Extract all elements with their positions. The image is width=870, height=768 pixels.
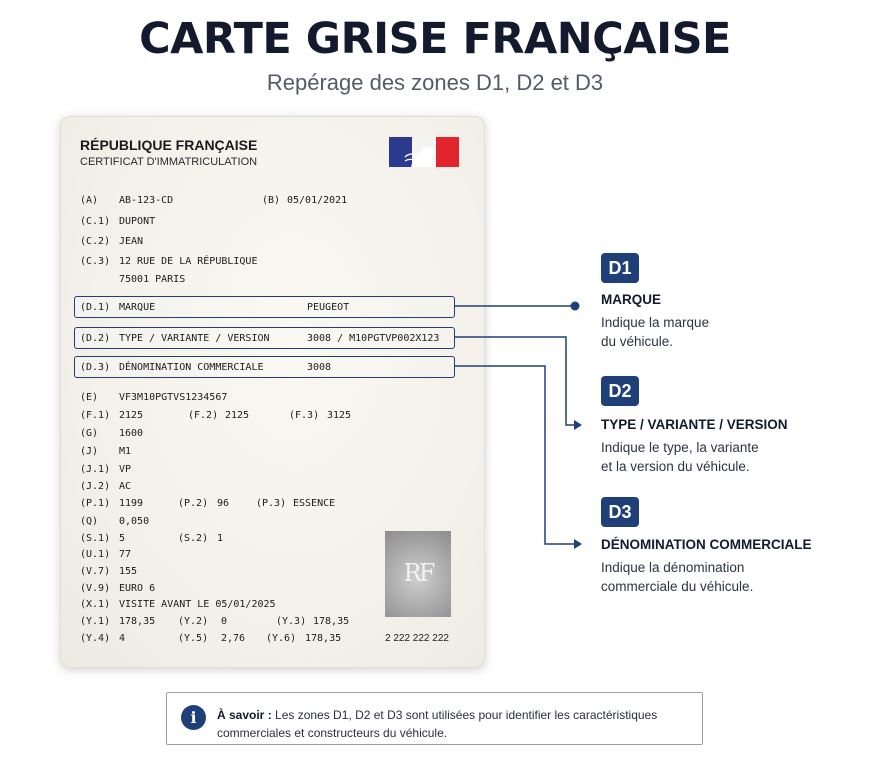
d2-title: TYPE / VARIANTE / VERSION [601, 417, 788, 432]
card-heading: RÉPUBLIQUE FRANÇAISE [80, 137, 258, 153]
field-c1-value: DUPONT [119, 216, 156, 227]
field-y1-value: 178,35 [119, 616, 156, 627]
field-j2-value: AC [119, 481, 132, 492]
field-c1-label: (C.1) [80, 216, 111, 227]
field-d2-value: 3008 / M10PGTVP002X123 [307, 333, 440, 344]
field-f1-label: (F.1) [80, 410, 111, 421]
info-line1: Les zones D1, D2 et D3 sont utilisées pour identifier les caractéristiques [271, 708, 658, 722]
info-label: À savoir : [217, 708, 272, 722]
field-y6-value: 178,35 [305, 633, 342, 644]
field-x1-value: VISITE AVANT LE 05/01/2025 [119, 599, 276, 610]
field-b-value: 05/01/2021 [287, 195, 348, 206]
field-b-label: (B) [262, 195, 281, 206]
field-y3-label: (Y.3) [276, 616, 307, 627]
field-p2-label: (P.2) [178, 498, 209, 509]
field-v7-label: (V.7) [80, 566, 111, 577]
rf-logo: RF [403, 559, 433, 587]
field-p1-value: 1199 [119, 498, 144, 509]
d1-title: MARQUE [601, 292, 661, 307]
field-c3-line1: 12 RUE DE LA RÉPUBLIQUE [119, 256, 258, 267]
field-x1-label: (X.1) [80, 599, 111, 610]
field-f2-label: (F.2) [188, 410, 219, 421]
field-u1-value: 77 [119, 549, 132, 560]
field-s1-label: (S.1) [80, 533, 111, 544]
field-a-label: (A) [80, 195, 99, 206]
field-y3-value: 178,35 [313, 616, 350, 627]
field-g-value: 1600 [119, 428, 144, 439]
info-line2: commerciales et constructeurs du véhicule. [217, 726, 448, 740]
d2-description: Indique le type, la variante et la version du véhicule. [601, 440, 759, 474]
field-a-value: AB-123-CD [119, 195, 174, 206]
field-c2-value: JEAN [119, 236, 144, 247]
d1-badge: D1 [601, 253, 639, 283]
field-y4-value: 4 [119, 633, 126, 644]
d3-badge: D3 [601, 497, 639, 527]
field-p3-value: ESSENCE [293, 498, 336, 509]
card-serial-number: 2 222 222 222 [385, 633, 449, 644]
field-v9-label: (V.9) [80, 583, 111, 594]
field-c3-line2: 75001 PARIS [119, 274, 186, 285]
d3-description: Indique la dénomination commerciale du véhicule. [601, 560, 754, 594]
d2-connector-arrow [574, 420, 582, 430]
field-f2-value: 2125 [225, 410, 250, 421]
field-s1-value: 5 [119, 533, 126, 544]
field-j1-value: VP [119, 464, 132, 475]
page-subtitle: Repérage des zones D1, D2 et D3 [266, 70, 604, 95]
field-j2-label: (J.2) [80, 481, 111, 492]
d1-description: Indique la marque du véhicule. [601, 315, 710, 349]
card-subheading: CERTIFICAT D'IMMATRICULATION [80, 156, 258, 168]
field-f3-label: (F.3) [289, 410, 320, 421]
field-v9-value: EURO 6 [119, 583, 156, 594]
d3-title: DÉNOMINATION COMMERCIALE [601, 537, 812, 552]
d1-connector-dot [571, 302, 580, 311]
field-c2-label: (C.2) [80, 236, 111, 247]
field-p2-value: 96 [217, 498, 230, 509]
field-d2-name: TYPE / VARIANTE / VERSION [119, 333, 270, 344]
field-q-label: (Q) [80, 516, 99, 527]
field-d3-value: 3008 [307, 362, 332, 373]
info-text [217, 706, 657, 742]
field-y2-label: (Y.2) [178, 616, 209, 627]
field-d2-label: (D.2) [80, 333, 111, 344]
field-v7-value: 155 [119, 566, 138, 577]
field-y5-value: 2,76 [221, 633, 246, 644]
field-g-label: (G) [80, 428, 99, 439]
d3-connector-arrow [574, 539, 582, 549]
field-s2-value: 1 [217, 533, 224, 544]
field-y4-label: (Y.4) [80, 633, 111, 644]
field-y6-label: (Y.6) [266, 633, 297, 644]
field-j-value: M1 [119, 446, 132, 457]
field-f3-value: 3125 [327, 410, 352, 421]
info-box [166, 692, 703, 745]
field-d3-name: DÉNOMINATION COMMERCIALE [119, 362, 264, 373]
d2-badge: D2 [601, 376, 639, 406]
field-q-value: 0,050 [119, 516, 150, 527]
field-j-label: (J) [80, 446, 99, 457]
field-d1-name: MARQUE [119, 302, 156, 313]
page-title: CARTE GRISE FRANÇAISE [139, 14, 731, 64]
field-p3-label: (P.3) [256, 498, 287, 509]
info-icon: i [181, 705, 206, 730]
field-u1-label: (U.1) [80, 549, 111, 560]
field-e-label: (E) [80, 392, 99, 403]
field-d3-label: (D.3) [80, 362, 111, 373]
field-s2-label: (S.2) [178, 533, 209, 544]
field-y1-label: (Y.1) [80, 616, 111, 627]
field-j1-label: (J.1) [80, 464, 111, 475]
field-d1-label: (D.1) [80, 302, 111, 313]
field-e-value: VF3M10PGTVS1234567 [119, 392, 228, 403]
field-d1-value: PEUGEOT [307, 302, 350, 313]
field-f1-value: 2125 [119, 410, 144, 421]
field-p1-label: (P.1) [80, 498, 111, 509]
field-y2-value: 0 [221, 616, 228, 627]
field-c3-label: (C.3) [80, 256, 111, 267]
field-y5-label: (Y.5) [178, 633, 209, 644]
